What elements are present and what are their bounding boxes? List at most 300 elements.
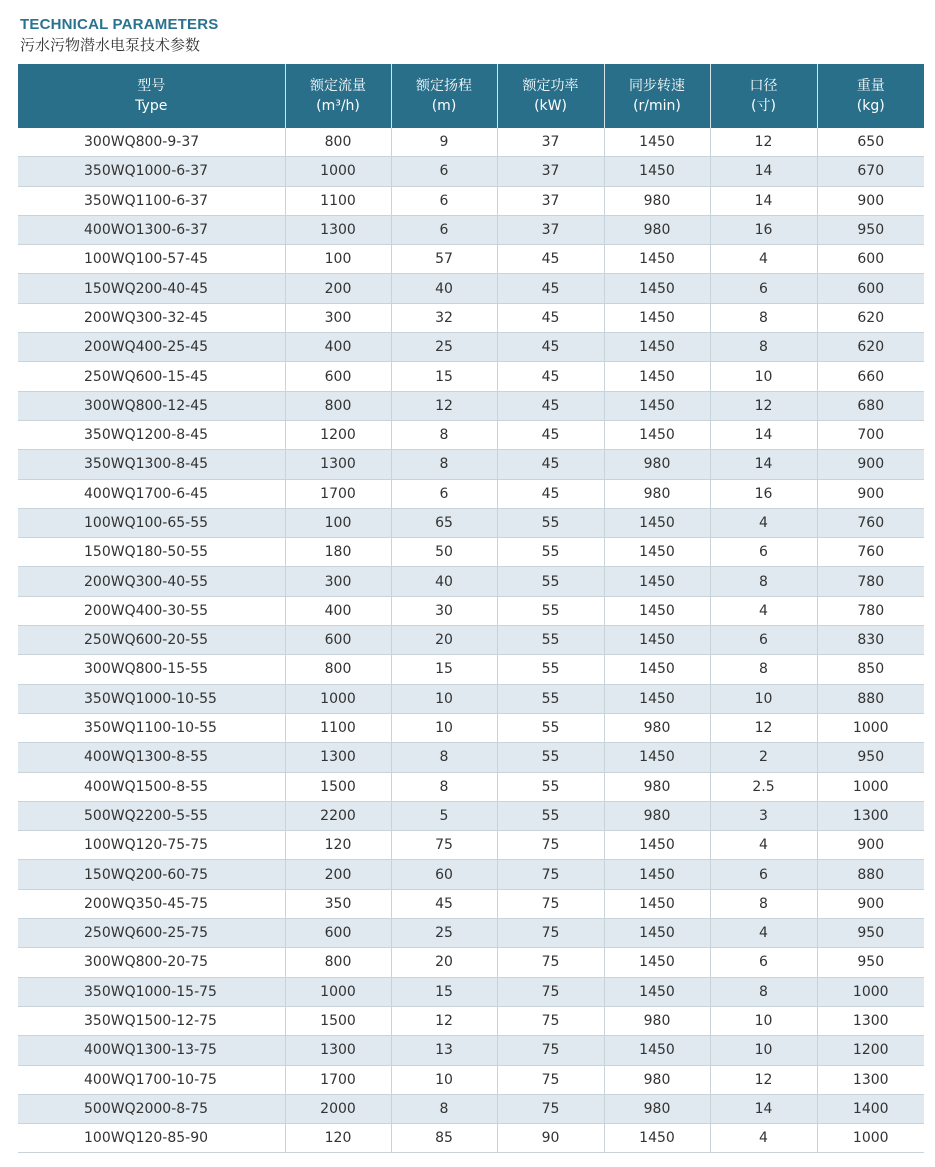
cell-head: 85 bbox=[391, 1124, 497, 1153]
cell-type: 200WQ400-30-55 bbox=[18, 596, 285, 625]
cell-flow: 200 bbox=[285, 274, 391, 303]
cell-caliber: 14 bbox=[710, 186, 817, 215]
cell-power: 55 bbox=[497, 655, 604, 684]
cell-flow: 1000 bbox=[285, 684, 391, 713]
cell-speed: 980 bbox=[604, 479, 710, 508]
cell-flow: 100 bbox=[285, 508, 391, 537]
cell-speed: 980 bbox=[604, 1065, 710, 1094]
cell-flow: 120 bbox=[285, 831, 391, 860]
cell-type: 300WQ800-20-75 bbox=[18, 948, 285, 977]
cell-power: 37 bbox=[497, 157, 604, 186]
cell-head: 57 bbox=[391, 245, 497, 274]
title-chinese: 污水污物潜水电泵技术参数 bbox=[20, 36, 201, 54]
cell-weight: 880 bbox=[817, 860, 924, 889]
title-english: TECHNICAL PARAMETERS bbox=[20, 16, 219, 33]
cell-head: 45 bbox=[391, 889, 497, 918]
cell-head: 30 bbox=[391, 596, 497, 625]
table-row bbox=[18, 831, 924, 860]
cell-weight: 830 bbox=[817, 626, 924, 655]
column-header-type bbox=[18, 64, 285, 128]
cell-caliber: 4 bbox=[710, 245, 817, 274]
table-row bbox=[18, 508, 924, 537]
cell-type: 200WQ300-32-45 bbox=[18, 303, 285, 332]
cell-power: 45 bbox=[497, 333, 604, 362]
cell-speed: 980 bbox=[604, 1094, 710, 1123]
column-header-weight bbox=[817, 64, 924, 128]
cell-type: 100WQ120-75-75 bbox=[18, 831, 285, 860]
cell-caliber: 16 bbox=[710, 479, 817, 508]
cell-weight: 760 bbox=[817, 538, 924, 567]
cell-power: 75 bbox=[497, 919, 604, 948]
column-header-unit: (m³/h) bbox=[316, 98, 360, 114]
column-header-unit: (m) bbox=[431, 98, 457, 114]
cell-weight: 600 bbox=[817, 245, 924, 274]
cell-caliber: 8 bbox=[710, 333, 817, 362]
cell-power: 45 bbox=[497, 450, 604, 479]
column-header-label: 额定扬程 bbox=[416, 78, 472, 94]
cell-speed: 1450 bbox=[604, 157, 710, 186]
cell-power: 45 bbox=[497, 245, 604, 274]
cell-flow: 1700 bbox=[285, 479, 391, 508]
cell-speed: 1450 bbox=[604, 596, 710, 625]
cell-type: 400WQ1500-8-55 bbox=[18, 772, 285, 801]
cell-power: 55 bbox=[497, 596, 604, 625]
cell-head: 9 bbox=[391, 128, 497, 157]
cell-flow: 1300 bbox=[285, 743, 391, 772]
cell-power: 55 bbox=[497, 538, 604, 567]
cell-head: 10 bbox=[391, 1065, 497, 1094]
table-row bbox=[18, 626, 924, 655]
cell-flow: 300 bbox=[285, 567, 391, 596]
table-row bbox=[18, 274, 924, 303]
table-row bbox=[18, 538, 924, 567]
cell-head: 10 bbox=[391, 684, 497, 713]
cell-flow: 1000 bbox=[285, 157, 391, 186]
cell-head: 8 bbox=[391, 450, 497, 479]
cell-caliber: 6 bbox=[710, 626, 817, 655]
table-row bbox=[18, 420, 924, 449]
table-row bbox=[18, 128, 924, 157]
cell-weight: 900 bbox=[817, 450, 924, 479]
cell-head: 65 bbox=[391, 508, 497, 537]
cell-head: 40 bbox=[391, 274, 497, 303]
cell-speed: 980 bbox=[604, 772, 710, 801]
cell-type: 500WQ2200-5-55 bbox=[18, 801, 285, 830]
column-header-unit: (kW) bbox=[534, 98, 567, 114]
cell-weight: 880 bbox=[817, 684, 924, 713]
cell-head: 60 bbox=[391, 860, 497, 889]
cell-caliber: 10 bbox=[710, 684, 817, 713]
cell-power: 55 bbox=[497, 772, 604, 801]
cell-flow: 2200 bbox=[285, 801, 391, 830]
cell-speed: 1450 bbox=[604, 948, 710, 977]
cell-speed: 1450 bbox=[604, 303, 710, 332]
cell-weight: 950 bbox=[817, 743, 924, 772]
cell-caliber: 4 bbox=[710, 919, 817, 948]
cell-speed: 980 bbox=[604, 713, 710, 742]
table-row bbox=[18, 801, 924, 830]
cell-power: 37 bbox=[497, 128, 604, 157]
cell-flow: 800 bbox=[285, 948, 391, 977]
cell-weight: 900 bbox=[817, 479, 924, 508]
cell-weight: 1000 bbox=[817, 977, 924, 1006]
cell-weight: 900 bbox=[817, 889, 924, 918]
cell-type: 500WQ2000-8-75 bbox=[18, 1094, 285, 1123]
cell-head: 32 bbox=[391, 303, 497, 332]
cell-flow: 800 bbox=[285, 391, 391, 420]
table-row bbox=[18, 186, 924, 215]
cell-flow: 1500 bbox=[285, 1006, 391, 1035]
cell-weight: 760 bbox=[817, 508, 924, 537]
cell-head: 15 bbox=[391, 977, 497, 1006]
cell-speed: 1450 bbox=[604, 919, 710, 948]
cell-flow: 800 bbox=[285, 128, 391, 157]
cell-flow: 1200 bbox=[285, 420, 391, 449]
cell-head: 25 bbox=[391, 919, 497, 948]
cell-weight: 950 bbox=[817, 215, 924, 244]
cell-type: 350WQ1000-10-55 bbox=[18, 684, 285, 713]
cell-speed: 1450 bbox=[604, 128, 710, 157]
cell-weight: 660 bbox=[817, 362, 924, 391]
cell-power: 75 bbox=[497, 1094, 604, 1123]
cell-flow: 1000 bbox=[285, 977, 391, 1006]
table-row bbox=[18, 450, 924, 479]
table-row bbox=[18, 333, 924, 362]
cell-power: 75 bbox=[497, 831, 604, 860]
cell-speed: 1450 bbox=[604, 655, 710, 684]
cell-speed: 1450 bbox=[604, 333, 710, 362]
cell-type: 350WQ1100-6-37 bbox=[18, 186, 285, 215]
cell-speed: 980 bbox=[604, 215, 710, 244]
cell-type: 250WQ600-20-55 bbox=[18, 626, 285, 655]
column-header-unit: Type bbox=[135, 98, 168, 114]
cell-head: 8 bbox=[391, 772, 497, 801]
cell-weight: 780 bbox=[817, 567, 924, 596]
cell-type: 400WQ1300-8-55 bbox=[18, 743, 285, 772]
cell-head: 10 bbox=[391, 713, 497, 742]
cell-head: 15 bbox=[391, 655, 497, 684]
cell-caliber: 12 bbox=[710, 1065, 817, 1094]
column-header-caliber bbox=[710, 64, 817, 128]
column-header-speed bbox=[604, 64, 710, 128]
cell-type: 300WQ800-12-45 bbox=[18, 391, 285, 420]
column-header-label: 型号 bbox=[137, 78, 166, 94]
cell-type: 100WQ100-57-45 bbox=[18, 245, 285, 274]
cell-power: 55 bbox=[497, 713, 604, 742]
cell-type: 400WQ1300-13-75 bbox=[18, 1036, 285, 1065]
cell-speed: 1450 bbox=[604, 889, 710, 918]
cell-caliber: 2 bbox=[710, 743, 817, 772]
cell-flow: 600 bbox=[285, 626, 391, 655]
cell-flow: 2000 bbox=[285, 1094, 391, 1123]
cell-power: 45 bbox=[497, 274, 604, 303]
table-row bbox=[18, 684, 924, 713]
table-row bbox=[18, 362, 924, 391]
cell-weight: 1400 bbox=[817, 1094, 924, 1123]
cell-caliber: 8 bbox=[710, 303, 817, 332]
cell-flow: 1100 bbox=[285, 713, 391, 742]
cell-head: 75 bbox=[391, 831, 497, 860]
cell-power: 75 bbox=[497, 889, 604, 918]
cell-power: 55 bbox=[497, 508, 604, 537]
cell-caliber: 12 bbox=[710, 713, 817, 742]
cell-flow: 1500 bbox=[285, 772, 391, 801]
cell-flow: 1300 bbox=[285, 1036, 391, 1065]
cell-head: 6 bbox=[391, 186, 497, 215]
cell-flow: 1300 bbox=[285, 450, 391, 479]
cell-power: 75 bbox=[497, 977, 604, 1006]
table-row bbox=[18, 743, 924, 772]
page-heading bbox=[20, 16, 218, 55]
cell-caliber: 8 bbox=[710, 567, 817, 596]
cell-weight: 700 bbox=[817, 420, 924, 449]
table-row bbox=[18, 1065, 924, 1094]
table-row bbox=[18, 303, 924, 332]
cell-caliber: 4 bbox=[710, 831, 817, 860]
cell-type: 300WQ800-15-55 bbox=[18, 655, 285, 684]
cell-caliber: 10 bbox=[710, 362, 817, 391]
cell-weight: 1000 bbox=[817, 1124, 924, 1153]
cell-head: 6 bbox=[391, 157, 497, 186]
cell-flow: 1300 bbox=[285, 215, 391, 244]
cell-flow: 100 bbox=[285, 245, 391, 274]
cell-flow: 400 bbox=[285, 596, 391, 625]
cell-caliber: 16 bbox=[710, 215, 817, 244]
cell-caliber: 14 bbox=[710, 450, 817, 479]
cell-power: 55 bbox=[497, 743, 604, 772]
cell-speed: 1450 bbox=[604, 684, 710, 713]
cell-flow: 180 bbox=[285, 538, 391, 567]
cell-caliber: 6 bbox=[710, 948, 817, 977]
cell-speed: 1450 bbox=[604, 626, 710, 655]
cell-power: 55 bbox=[497, 626, 604, 655]
cell-power: 75 bbox=[497, 948, 604, 977]
cell-flow: 120 bbox=[285, 1124, 391, 1153]
cell-caliber: 14 bbox=[710, 1094, 817, 1123]
cell-power: 75 bbox=[497, 860, 604, 889]
column-header-label: 口径 bbox=[749, 78, 778, 94]
cell-flow: 200 bbox=[285, 860, 391, 889]
cell-type: 150WQ180-50-55 bbox=[18, 538, 285, 567]
cell-head: 6 bbox=[391, 215, 497, 244]
cell-type: 350WQ1300-8-45 bbox=[18, 450, 285, 479]
cell-head: 13 bbox=[391, 1036, 497, 1065]
cell-speed: 1450 bbox=[604, 831, 710, 860]
cell-caliber: 4 bbox=[710, 1124, 817, 1153]
column-header-power bbox=[497, 64, 604, 128]
table-row bbox=[18, 157, 924, 186]
cell-type: 350WQ1000-6-37 bbox=[18, 157, 285, 186]
cell-caliber: 10 bbox=[710, 1006, 817, 1035]
table-row bbox=[18, 245, 924, 274]
cell-weight: 900 bbox=[817, 186, 924, 215]
cell-speed: 1450 bbox=[604, 860, 710, 889]
cell-speed: 1450 bbox=[604, 1124, 710, 1153]
cell-power: 55 bbox=[497, 567, 604, 596]
cell-speed: 980 bbox=[604, 1006, 710, 1035]
cell-flow: 600 bbox=[285, 919, 391, 948]
cell-head: 8 bbox=[391, 1094, 497, 1123]
table-row bbox=[18, 596, 924, 625]
table-row bbox=[18, 919, 924, 948]
column-header-unit: (r/min) bbox=[633, 98, 681, 114]
cell-weight: 1300 bbox=[817, 1065, 924, 1094]
cell-weight: 780 bbox=[817, 596, 924, 625]
cell-caliber: 6 bbox=[710, 860, 817, 889]
table-row bbox=[18, 977, 924, 1006]
cell-speed: 980 bbox=[604, 450, 710, 479]
cell-speed: 980 bbox=[604, 801, 710, 830]
table-row bbox=[18, 713, 924, 742]
cell-weight: 1200 bbox=[817, 1036, 924, 1065]
cell-head: 25 bbox=[391, 333, 497, 362]
cell-caliber: 2.5 bbox=[710, 772, 817, 801]
table-row bbox=[18, 772, 924, 801]
cell-weight: 670 bbox=[817, 157, 924, 186]
cell-power: 75 bbox=[497, 1036, 604, 1065]
cell-weight: 650 bbox=[817, 128, 924, 157]
cell-caliber: 4 bbox=[710, 596, 817, 625]
cell-speed: 1450 bbox=[604, 391, 710, 420]
cell-power: 55 bbox=[497, 684, 604, 713]
cell-speed: 1450 bbox=[604, 977, 710, 1006]
table-row bbox=[18, 889, 924, 918]
cell-weight: 950 bbox=[817, 919, 924, 948]
cell-head: 20 bbox=[391, 948, 497, 977]
cell-caliber: 3 bbox=[710, 801, 817, 830]
cell-speed: 1450 bbox=[604, 1036, 710, 1065]
table-body bbox=[18, 128, 924, 1153]
cell-power: 75 bbox=[497, 1065, 604, 1094]
cell-type: 350WQ1100-10-55 bbox=[18, 713, 285, 742]
table-row bbox=[18, 1124, 924, 1153]
cell-type: 350WQ1200-8-45 bbox=[18, 420, 285, 449]
cell-speed: 1450 bbox=[604, 362, 710, 391]
table-row bbox=[18, 1036, 924, 1065]
cell-caliber: 8 bbox=[710, 977, 817, 1006]
cell-weight: 1300 bbox=[817, 1006, 924, 1035]
cell-type: 400WO1300-6-37 bbox=[18, 215, 285, 244]
cell-caliber: 12 bbox=[710, 128, 817, 157]
cell-type: 350WQ1000-15-75 bbox=[18, 977, 285, 1006]
cell-flow: 350 bbox=[285, 889, 391, 918]
cell-weight: 600 bbox=[817, 274, 924, 303]
cell-type: 150WQ200-40-45 bbox=[18, 274, 285, 303]
cell-speed: 1450 bbox=[604, 274, 710, 303]
table-row bbox=[18, 1006, 924, 1035]
cell-power: 37 bbox=[497, 186, 604, 215]
cell-power: 37 bbox=[497, 215, 604, 244]
cell-weight: 900 bbox=[817, 831, 924, 860]
cell-head: 8 bbox=[391, 420, 497, 449]
column-header-unit: (kg) bbox=[856, 98, 885, 114]
cell-power: 45 bbox=[497, 420, 604, 449]
table-row bbox=[18, 860, 924, 889]
cell-flow: 600 bbox=[285, 362, 391, 391]
cell-speed: 1450 bbox=[604, 743, 710, 772]
cell-weight: 1300 bbox=[817, 801, 924, 830]
cell-weight: 1000 bbox=[817, 772, 924, 801]
column-header-flow bbox=[285, 64, 391, 128]
cell-flow: 800 bbox=[285, 655, 391, 684]
table-row bbox=[18, 567, 924, 596]
cell-type: 350WQ1500-12-75 bbox=[18, 1006, 285, 1035]
table-row bbox=[18, 1094, 924, 1123]
column-header-label: 同步转速 bbox=[629, 78, 685, 94]
cell-caliber: 6 bbox=[710, 538, 817, 567]
cell-power: 55 bbox=[497, 801, 604, 830]
column-header-label: 额定功率 bbox=[522, 78, 579, 94]
cell-type: 100WQ100-65-55 bbox=[18, 508, 285, 537]
column-header-label: 额定流量 bbox=[310, 78, 366, 94]
cell-caliber: 4 bbox=[710, 508, 817, 537]
cell-caliber: 8 bbox=[710, 655, 817, 684]
cell-weight: 680 bbox=[817, 391, 924, 420]
cell-speed: 1450 bbox=[604, 567, 710, 596]
table-row bbox=[18, 215, 924, 244]
table-row bbox=[18, 391, 924, 420]
column-header-label: 重量 bbox=[856, 78, 885, 94]
cell-weight: 620 bbox=[817, 303, 924, 332]
cell-type: 250WQ600-15-45 bbox=[18, 362, 285, 391]
cell-type: 250WQ600-25-75 bbox=[18, 919, 285, 948]
cell-weight: 950 bbox=[817, 948, 924, 977]
table-row bbox=[18, 479, 924, 508]
cell-speed: 1450 bbox=[604, 508, 710, 537]
cell-type: 150WQ200-60-75 bbox=[18, 860, 285, 889]
cell-head: 50 bbox=[391, 538, 497, 567]
cell-head: 12 bbox=[391, 1006, 497, 1035]
cell-head: 12 bbox=[391, 391, 497, 420]
cell-flow: 1700 bbox=[285, 1065, 391, 1094]
cell-type: 200WQ300-40-55 bbox=[18, 567, 285, 596]
cell-speed: 1450 bbox=[604, 538, 710, 567]
cell-power: 45 bbox=[497, 479, 604, 508]
cell-head: 8 bbox=[391, 743, 497, 772]
cell-type: 200WQ350-45-75 bbox=[18, 889, 285, 918]
table-row bbox=[18, 948, 924, 977]
cell-type: 300WQ800-9-37 bbox=[18, 128, 285, 157]
cell-type: 400WQ1700-6-45 bbox=[18, 479, 285, 508]
cell-power: 90 bbox=[497, 1124, 604, 1153]
cell-caliber: 12 bbox=[710, 391, 817, 420]
technical-parameters-table bbox=[18, 64, 924, 1153]
cell-flow: 1100 bbox=[285, 186, 391, 215]
cell-caliber: 8 bbox=[710, 889, 817, 918]
cell-flow: 400 bbox=[285, 333, 391, 362]
table-row bbox=[18, 655, 924, 684]
cell-head: 15 bbox=[391, 362, 497, 391]
cell-power: 45 bbox=[497, 303, 604, 332]
cell-head: 6 bbox=[391, 479, 497, 508]
cell-speed: 980 bbox=[604, 186, 710, 215]
cell-head: 40 bbox=[391, 567, 497, 596]
column-header-unit: (寸) bbox=[751, 98, 776, 114]
cell-weight: 850 bbox=[817, 655, 924, 684]
table-header-row bbox=[18, 64, 924, 128]
cell-flow: 300 bbox=[285, 303, 391, 332]
cell-head: 20 bbox=[391, 626, 497, 655]
cell-speed: 1450 bbox=[604, 245, 710, 274]
cell-weight: 620 bbox=[817, 333, 924, 362]
cell-caliber: 14 bbox=[710, 420, 817, 449]
cell-power: 75 bbox=[497, 1006, 604, 1035]
column-header-head bbox=[391, 64, 497, 128]
cell-weight: 1000 bbox=[817, 713, 924, 742]
cell-power: 45 bbox=[497, 391, 604, 420]
cell-type: 200WQ400-25-45 bbox=[18, 333, 285, 362]
cell-caliber: 10 bbox=[710, 1036, 817, 1065]
